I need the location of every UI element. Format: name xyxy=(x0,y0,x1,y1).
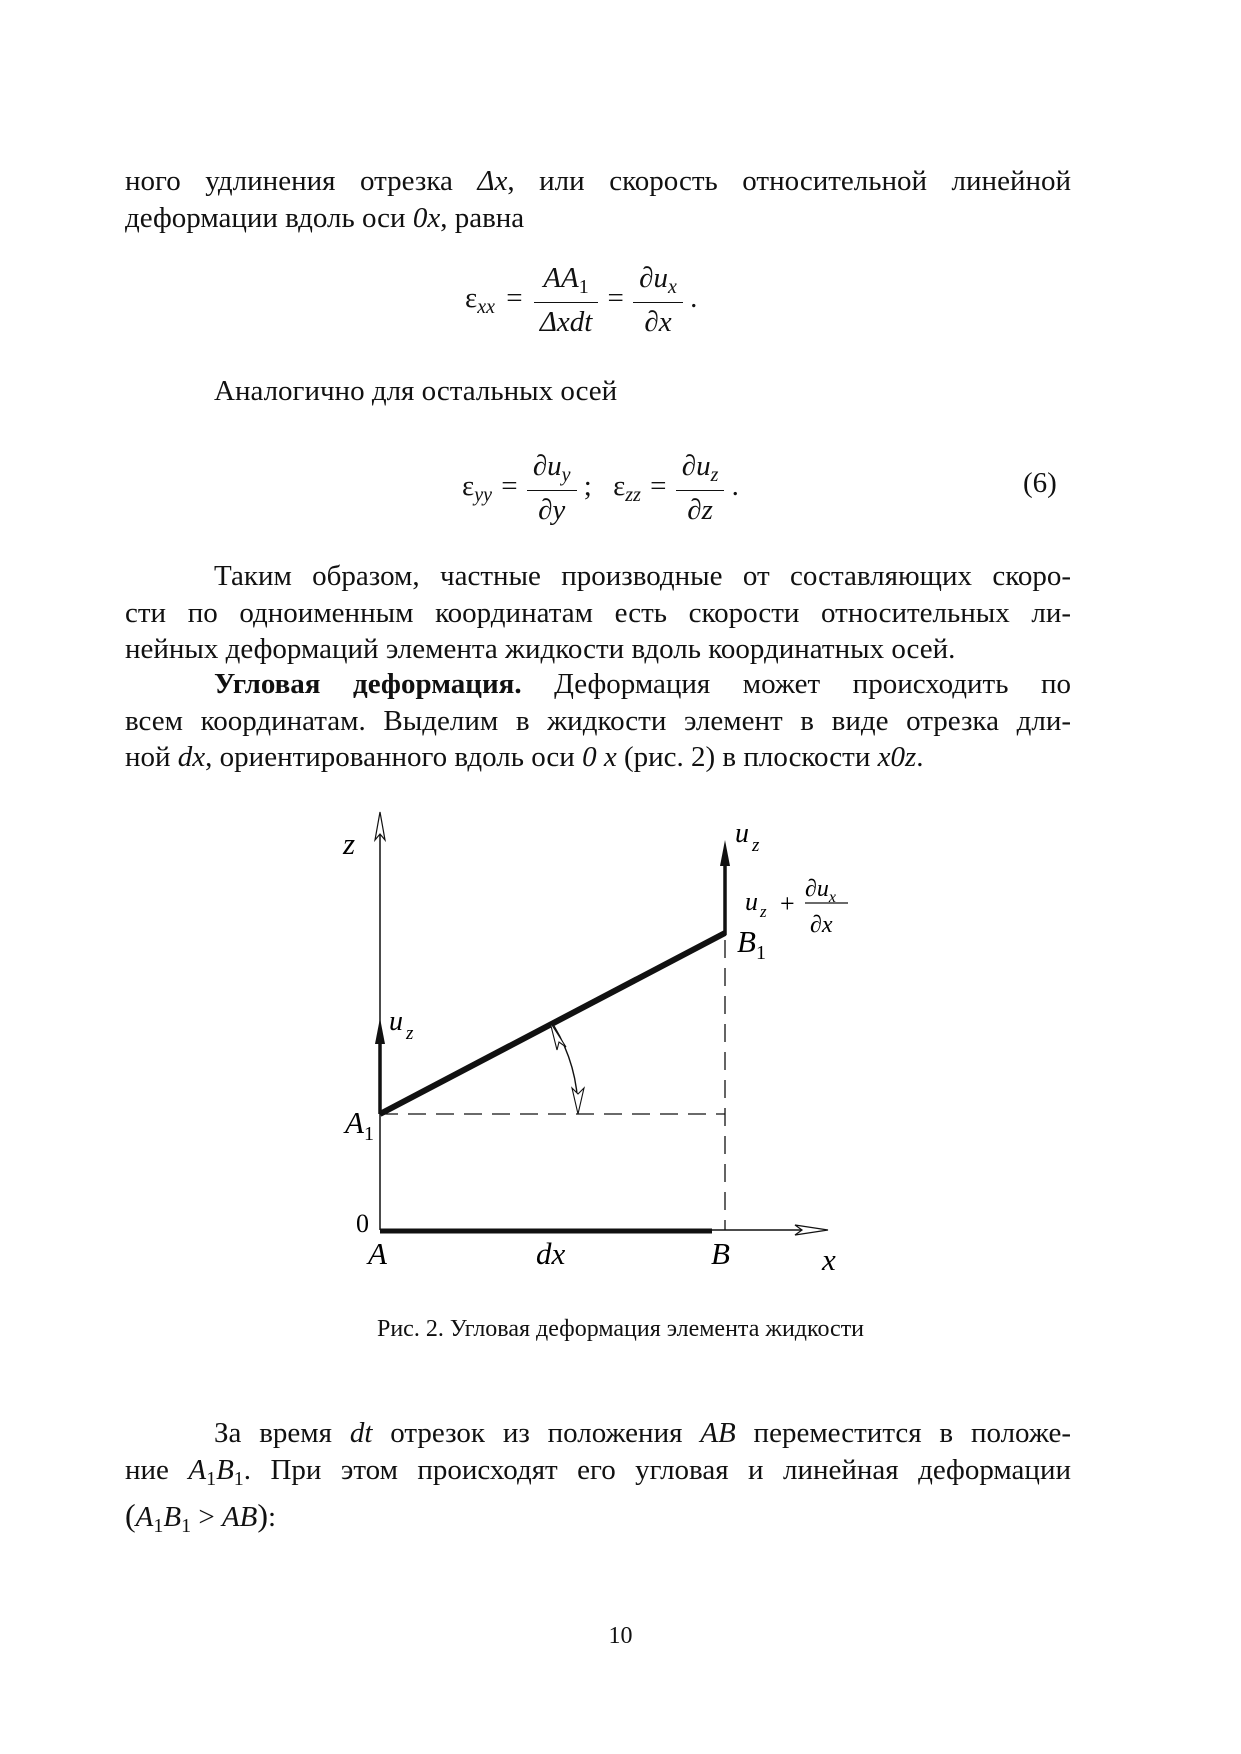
label-origin: 0 xyxy=(356,1209,369,1238)
figure-angular-deformation xyxy=(0,800,1241,1300)
math-a: A xyxy=(188,1453,207,1486)
text: Аналогично для остальных осей xyxy=(214,375,618,407)
eps-symbol: ε xyxy=(462,470,475,503)
text: За время xyxy=(214,1417,350,1449)
subscript: 1 xyxy=(233,1467,244,1490)
subscript: zz xyxy=(625,484,641,507)
math-dt: dt xyxy=(349,1417,373,1449)
num-text: ∂u xyxy=(532,450,562,482)
numerator xyxy=(676,450,725,491)
label-u: u xyxy=(735,818,749,849)
label-b1-sub: 1 xyxy=(755,942,766,964)
label-sub: z xyxy=(406,1023,414,1044)
label-z: z xyxy=(343,826,356,861)
equation-number xyxy=(1023,467,1057,500)
bracket-right: ) xyxy=(257,1497,269,1533)
label-plus: + xyxy=(780,889,795,918)
label-frac-den: ∂x xyxy=(810,912,833,938)
label-sub: z xyxy=(760,902,767,921)
math-b: B xyxy=(163,1501,182,1533)
paragraph-angular xyxy=(125,666,1071,776)
text: . xyxy=(916,741,924,773)
text: . При этом происходят его угловая и линейная деформации xyxy=(243,1453,1071,1486)
label-uz-b1 xyxy=(745,887,767,921)
page-number-text: 10 xyxy=(608,1623,633,1649)
text-line xyxy=(125,163,1071,200)
text-line: Таким образом, частные производные от составляющих скоро- xyxy=(214,560,1071,592)
period: . xyxy=(731,470,739,503)
fraction xyxy=(676,450,725,527)
formula-eps-xx xyxy=(465,262,697,339)
equals: = xyxy=(607,282,624,315)
subscript: 1 xyxy=(578,276,589,298)
math-dx: Δx xyxy=(477,165,508,197)
fraction xyxy=(534,262,598,339)
subscript: z xyxy=(710,464,719,486)
subscript: x xyxy=(667,276,677,298)
equals: = xyxy=(506,282,523,315)
label-x: x xyxy=(822,1242,836,1277)
text: ного удлинения отрезка xyxy=(125,165,478,197)
numerator xyxy=(633,262,683,303)
label-frac-num xyxy=(805,876,836,906)
fraction xyxy=(633,262,683,339)
uz-vector-b1-arrowhead xyxy=(720,840,730,866)
text: Деформация может происходить по xyxy=(521,668,1071,700)
paragraph-analog xyxy=(214,375,617,408)
equation-number-text: (6) xyxy=(1023,467,1057,499)
angle-arrow-top xyxy=(550,1022,566,1050)
num-text: ∂u xyxy=(681,450,711,482)
math-axis: 0 x xyxy=(582,741,617,773)
text-line xyxy=(125,1452,1071,1498)
text-line: сти по одноименным координатам есть скорости относительных ли- xyxy=(125,596,1071,629)
subscript: yy xyxy=(474,484,492,507)
label-b1-main: B xyxy=(737,924,756,959)
label-uz-a1 xyxy=(389,1006,414,1044)
math-ab: AB xyxy=(700,1417,736,1449)
caption-text: Рис. 2. Угловая деформация элемента жидкости xyxy=(376,1316,865,1342)
paragraph-time xyxy=(125,1415,1071,1545)
numerator xyxy=(534,262,598,303)
figure-caption xyxy=(0,1316,1241,1343)
text: отрезок из положения xyxy=(372,1417,701,1449)
denominator: ∂y xyxy=(538,494,566,526)
text: , ориентированного вдоль оси xyxy=(205,741,583,773)
eps-symbol: ε xyxy=(465,282,478,315)
text: : xyxy=(268,1501,277,1533)
denominator: ∂x xyxy=(644,306,672,338)
paragraph-intro xyxy=(125,163,1071,236)
numerator xyxy=(527,450,577,491)
equals: = xyxy=(501,470,518,503)
text: > xyxy=(191,1501,222,1533)
text: деформации вдоль оси xyxy=(125,201,413,234)
segment-a1b1 xyxy=(380,933,725,1114)
math-axis: 0x xyxy=(412,201,441,234)
page-number xyxy=(0,1623,1241,1650)
text-line xyxy=(125,739,1071,776)
text: ние xyxy=(125,1453,189,1486)
denominator: Δxdt xyxy=(539,306,593,338)
label-frac-num-main: ∂u xyxy=(805,876,829,902)
text-line xyxy=(125,1415,1071,1452)
denominator: ∂z xyxy=(687,494,713,526)
math-plane: x0z xyxy=(877,741,917,773)
text: переместится в положе- xyxy=(735,1417,1072,1449)
bold-heading: Угловая деформация. xyxy=(214,668,522,700)
text-line xyxy=(125,1497,1071,1545)
text-line: нейных деформаций элемента жидкости вдоль координатных осей. xyxy=(125,633,956,665)
fraction xyxy=(527,450,577,527)
text: , или скорость относительной линейной xyxy=(507,165,1071,197)
equals: = xyxy=(650,470,667,503)
period: . xyxy=(690,282,698,315)
label-dx: dx xyxy=(536,1236,566,1271)
subscript: 1 xyxy=(206,1467,217,1490)
text-line: всем координатам. Выделим в жидкости элемент в виде отрезка дли- xyxy=(125,704,1071,737)
label-uz-top xyxy=(735,818,760,856)
text-line xyxy=(125,200,1071,237)
subscript: y xyxy=(561,464,571,486)
label-frac-num-sub: x xyxy=(828,889,836,906)
text: ной xyxy=(125,741,178,773)
math-dx: dx xyxy=(177,741,206,773)
num-text: ∂u xyxy=(639,262,668,294)
subscript: 1 xyxy=(181,1515,192,1537)
text-line xyxy=(125,666,1071,703)
num-text: AA xyxy=(543,262,579,294)
subscript: 1 xyxy=(153,1515,164,1537)
angle-arrow-bottom xyxy=(572,1088,584,1114)
label-a1-main: A xyxy=(345,1105,364,1140)
label-sub: z xyxy=(752,835,760,856)
label-u: u xyxy=(745,887,758,916)
math-b: B xyxy=(216,1453,234,1486)
text: (рис. 2) в плоскости xyxy=(616,741,878,773)
label-b1 xyxy=(737,924,766,964)
math-ab: AB xyxy=(221,1501,258,1533)
formula-6 xyxy=(462,450,739,527)
uz-vector-a1-arrowhead xyxy=(375,1018,385,1044)
text: , равна xyxy=(440,201,525,234)
label-b: B xyxy=(711,1236,730,1271)
label-a: A xyxy=(368,1236,387,1271)
label-a1-sub: 1 xyxy=(363,1123,374,1145)
paragraph-summary xyxy=(125,558,1071,668)
bracket-left: ( xyxy=(125,1497,136,1533)
eps-symbol: ε xyxy=(613,470,626,503)
label-u: u xyxy=(389,1006,403,1037)
separator: ; xyxy=(583,470,592,503)
label-a1 xyxy=(343,1105,374,1145)
subscript: xx xyxy=(477,296,495,319)
math-a: A xyxy=(135,1501,154,1533)
